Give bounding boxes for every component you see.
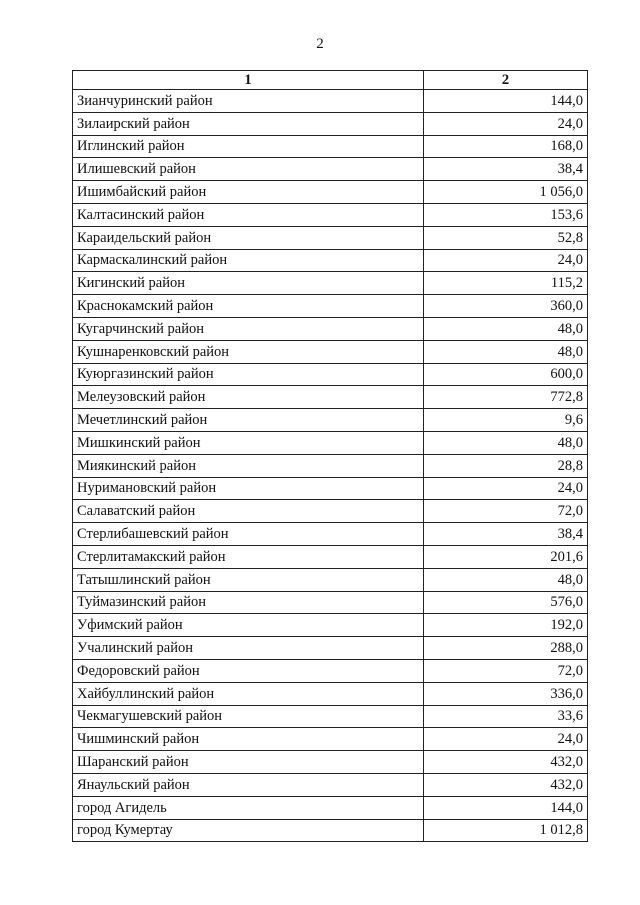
value-cell: 360,0 [424, 295, 588, 318]
table-row [73, 340, 588, 363]
table-header-row [73, 71, 588, 90]
table-body [73, 90, 588, 842]
district-name-cell: Чекмагушевский район [73, 705, 424, 728]
table-row [73, 112, 588, 135]
district-name-cell: Хайбуллинский район [73, 682, 424, 705]
table-row [73, 317, 588, 340]
table-row [73, 500, 588, 523]
value-cell: 772,8 [424, 386, 588, 409]
district-name-cell: Илишевский район [73, 158, 424, 181]
district-name-cell: Шаранский район [73, 751, 424, 774]
district-name-cell: Янаульский район [73, 773, 424, 796]
value-cell: 24,0 [424, 249, 588, 272]
column-header-2: 2 [424, 71, 588, 90]
table-row [73, 614, 588, 637]
table-row [73, 751, 588, 774]
value-cell: 24,0 [424, 112, 588, 135]
data-table [72, 70, 588, 842]
district-name-cell: Краснокамский район [73, 295, 424, 318]
table-row [73, 181, 588, 204]
value-cell: 432,0 [424, 773, 588, 796]
value-cell: 38,4 [424, 523, 588, 546]
district-name-cell: Караидельский район [73, 226, 424, 249]
table-row [73, 637, 588, 660]
district-name-cell: Чишминский район [73, 728, 424, 751]
value-cell: 144,0 [424, 796, 588, 819]
district-name-cell: Федоровский район [73, 659, 424, 682]
table-row [73, 773, 588, 796]
district-name-cell: Татышлинский район [73, 568, 424, 591]
table-row [73, 477, 588, 500]
value-cell: 576,0 [424, 591, 588, 614]
value-cell: 48,0 [424, 340, 588, 363]
table-row [73, 568, 588, 591]
value-cell: 1 012,8 [424, 819, 588, 842]
value-cell: 288,0 [424, 637, 588, 660]
district-name-cell: Мечетлинский район [73, 409, 424, 432]
value-cell: 72,0 [424, 659, 588, 682]
table-row [73, 545, 588, 568]
table-row [73, 158, 588, 181]
district-name-cell: Мелеузовский район [73, 386, 424, 409]
district-name-cell: город Агидель [73, 796, 424, 819]
value-cell: 33,6 [424, 705, 588, 728]
district-name-cell: Зилаирский район [73, 112, 424, 135]
table-row [73, 682, 588, 705]
value-cell: 168,0 [424, 135, 588, 158]
column-header-1: 1 [73, 71, 424, 90]
value-cell: 115,2 [424, 272, 588, 295]
value-cell: 144,0 [424, 90, 588, 113]
table-row [73, 90, 588, 113]
value-cell: 192,0 [424, 614, 588, 637]
table-row [73, 272, 588, 295]
value-cell: 72,0 [424, 500, 588, 523]
value-cell: 201,6 [424, 545, 588, 568]
district-name-cell: Кугарчинский район [73, 317, 424, 340]
table-row [73, 249, 588, 272]
value-cell: 48,0 [424, 431, 588, 454]
district-name-cell: Ишимбайский район [73, 181, 424, 204]
value-cell: 336,0 [424, 682, 588, 705]
value-cell: 1 056,0 [424, 181, 588, 204]
district-name-cell: Иглинский район [73, 135, 424, 158]
table-row [73, 591, 588, 614]
district-name-cell: Куюргазинский район [73, 363, 424, 386]
value-cell: 52,8 [424, 226, 588, 249]
table-row [73, 409, 588, 432]
table-row [73, 203, 588, 226]
district-name-cell: Калтасинский район [73, 203, 424, 226]
value-cell: 153,6 [424, 203, 588, 226]
district-name-cell: Уфимский район [73, 614, 424, 637]
district-name-cell: Миякинский район [73, 454, 424, 477]
district-name-cell: Туймазинский район [73, 591, 424, 614]
table-row [73, 796, 588, 819]
table-row [73, 454, 588, 477]
district-name-cell: Салаватский район [73, 500, 424, 523]
district-name-cell: Стерлибашевский район [73, 523, 424, 546]
value-cell: 24,0 [424, 477, 588, 500]
page-number: 2 [316, 36, 324, 52]
table-row [73, 819, 588, 842]
district-name-cell: Стерлитамакский район [73, 545, 424, 568]
table-row [73, 135, 588, 158]
table-row [73, 705, 588, 728]
district-name-cell: Зианчуринский район [73, 90, 424, 113]
table-row [73, 226, 588, 249]
district-name-cell: Кармаскалинский район [73, 249, 424, 272]
district-name-cell: Нуримановский район [73, 477, 424, 500]
value-cell: 600,0 [424, 363, 588, 386]
table-row [73, 386, 588, 409]
district-name-cell: Мишкинский район [73, 431, 424, 454]
value-cell: 48,0 [424, 568, 588, 591]
table-row [73, 295, 588, 318]
district-name-cell: Учалинский район [73, 637, 424, 660]
district-name-cell: Кигинский район [73, 272, 424, 295]
value-cell: 9,6 [424, 409, 588, 432]
district-name-cell: город Кумертау [73, 819, 424, 842]
value-cell: 28,8 [424, 454, 588, 477]
table-row [73, 431, 588, 454]
district-name-cell: Кушнаренковский район [73, 340, 424, 363]
value-cell: 432,0 [424, 751, 588, 774]
table-row [73, 659, 588, 682]
value-cell: 24,0 [424, 728, 588, 751]
table-row [73, 728, 588, 751]
table-row [73, 363, 588, 386]
value-cell: 48,0 [424, 317, 588, 340]
value-cell: 38,4 [424, 158, 588, 181]
table-row [73, 523, 588, 546]
